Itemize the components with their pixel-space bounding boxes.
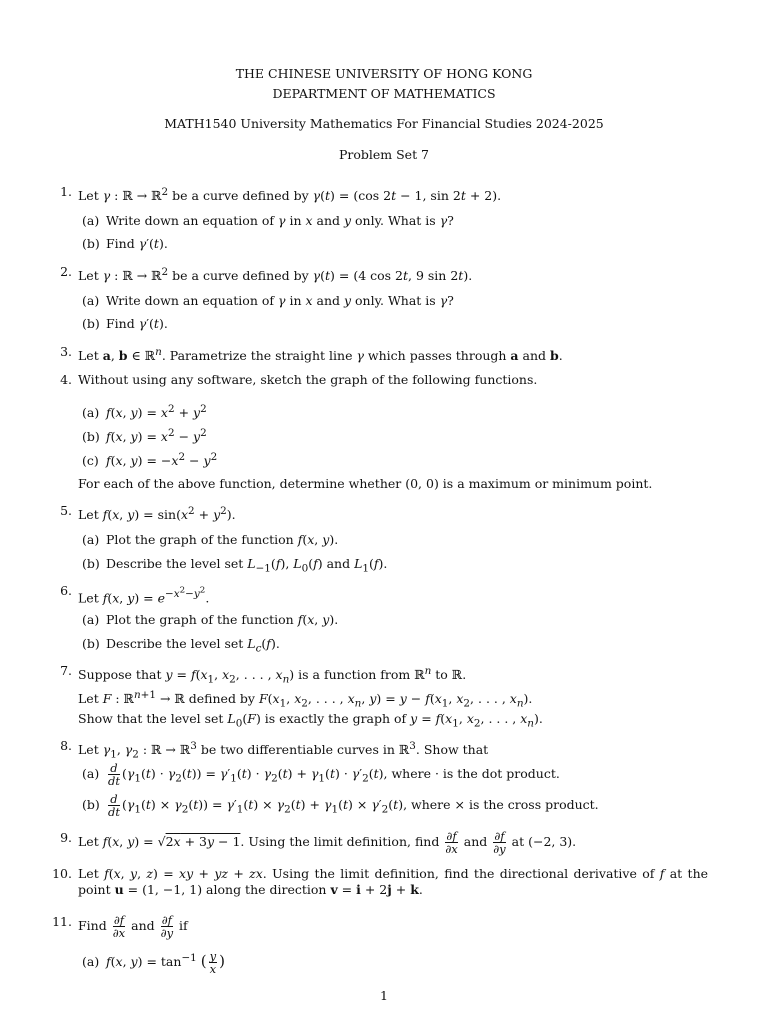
problem-text: Let $\gamma_1$, $\gamma_2$ : ℝ → ℝ$^3$ be two differentiable curves in ℝ$^3$. Show that [78,740,489,761]
problem-text: Suppose that $y = f(x_1$, $x_2$, . . . , $x_n$) is a function from ℝ$^n$ to ℝ. [78,665,467,686]
problem-1a: (a) Write down an equation of γ in x and y only. What is γ? [82,213,454,228]
problem-8b: (b) $\frac{d}{dt}$ $(\gamma_1(t) \times \gamma_2(t)) = \gamma'_1(t) \times \gamma_2(t) + \gamma_1(t) \times \gamma'_2(t)$, where × is the cross product. [82,792,599,819]
department-name: DEPARTMENT OF MATHEMATICS [272,86,496,101]
problem-2a: (a) Write down an equation of γ in x and y only. What is γ? [82,293,454,308]
problem-number: 3. [60,344,72,359]
problem-number: 6. [60,583,72,598]
problem-text: Let γ : ℝ → ℝ$^2$ be a curve defined by γ(t) = (cos 2t − 1, sin 2t + 2). [78,186,502,204]
problem-4c: (c) f(x, $y) = -x^2 - y^2$ [82,451,218,469]
problem-4a: (a) f(x, $y) = x^2 + y^2$ [82,403,207,421]
problem-11a: (a) f(x, $y) = \tan^{-1}$ ( $\frac{y}{x}$ ) [82,949,225,977]
problem-4b: (b) f(x, $y) = x^2 - y^2$ [82,427,207,445]
problem-text: Let f(x, $y) = \sin(x^2 + y^2)$. [78,505,236,523]
problem-number: 4. [60,372,72,387]
problem-number: 11. [52,914,72,929]
problem-text: Find $\frac{\partial f}{\partial x}$ and $\frac{\partial f}{\partial y}$ if [78,913,188,940]
page-number: 1 [380,988,388,1003]
problem-5b: (b) Describe the level set $L_{-1}(f)$, $L_0(f)$ and $L_1(f)$. [82,556,388,575]
problem-text: Without using any software, sketch the graph of the following functions. [78,372,538,387]
problem-text: Let a, b ∈ ℝ$^n$. Parametrize the straight line γ which passes through a and b. [78,346,563,364]
problem-set-page: THE CHINESE UNIVERSITY OF HONG KONG DEPARTMENT OF MATHEMATICS MATH1540 University Mathematics For Financial Studies 2024-2025 Problem Set 7 1. Let γ : ℝ → ℝ$^2$ be a curve defined by γ(t) = (cos 2t − 1, sin 2t + 2). (a) Write down an equation of γ in x and y only. What is γ? (b) Find γ′(t). 2. Let γ : ℝ → ℝ$^2$ be a curve defined by γ(t) = (4 cos 2t, 9 sin 2t). (a) Write down an equation of γ in x and y only. What is γ? (b) Find γ′(t). 3. Let a, b ∈ ℝ$^n$. Parametrize the straight line γ which passes through a and b. 4. Without using any software, sketch the graph of the following functions. (a) f(x, $y) = x^2 + y^2$ (b) f(x, $y) = x^2 - y^2$ (c) f(x, $y) = -x^2 - y^2$ For each of the above function, determine whether (0, 0) is a maximum or minimum point. 5. Let f(x, $y) = \sin(x^2 + y^2)$. (a) Plot the graph of the function f(x, y). (b) Describe the level set $L_{-1}(f)$, $L_0(f)$ and $L_1(f)$. 6. Let f(x, $y) = e^{-x^2-y^2}$. (a) Plot the graph of the function f(x, y). (b) Describe the level set $L_c(f)$. 7. Suppose that $y = f(x_1$, $x_2$, . . . , $x_n$) is a function from ℝ$^n$ to ℝ. Let F : ℝ$^{n+1}$ → ℝ defined by $F(x_1$, $x_2$, . . . , $x_n$, $y) = y - f(x_1$, $x_2$, . . . , $x_n$). Show that the level set $L_0(F)$ is exactly the graph of $y = f(x_1$, $x_2$, . . . , $x_n$). 8. Let $\gamma_1$, $\gamma_2$ : ℝ → ℝ$^3$ be two differentiable curves in ℝ$^3$. Show that (a) $\frac{d}{dt}$ $(\gamma_1(t) \cdot \gamma_2(t)) = \gamma'_1(t) \cdot \gamma_2(t) + \gamma_1(t) \cdot \gamma'_2(t)$, where · is the dot product. (b) $\frac{d}{dt}$ $(\gamma_1(t) \times \gamma_2(t)) = \gamma'_1(t) \times \gamma_2(t) + \gamma_1(t) \times \gamma'_2(t)$, where × is the cross product. 9. Let f(x, y) = √2x + 3y − 1. Using the limit definition, find $\frac{\partial f}{\partial x}$ and $\frac{\partial f}{\partial y}$ at (−2, 3). 10. Let f(x, y, z) = xy + yz + zx. Using the limit definition, find the directional derivative of f at the point u = (1, −1, 1) along the direction v = i + 2j + k. 11. Find $\frac{\partial f}{\partial x}$ and $\frac{\partial f}{\partial y}$ if (a) f(x, $y) = \tan^{-1}$ ( $\frac{y}{x}$ ) 1 [0,0,768,1024]
problem-number: 1. [60,184,72,199]
course-title: MATH1540 University Mathematics For Financial Studies 2024-2025 [164,116,604,131]
problem-2b: (b) Find γ′(t). [82,316,168,331]
university-name: THE CHINESE UNIVERSITY OF HONG KONG [235,66,533,81]
problem-text: Let f(x, y, z) = xy + yz + zx. Using the limit definition, find the directional derivative of f at the point u = (1, −1, 1) along the direction v = i + 2j + k. [78,866,709,897]
problem-number: 8. [60,738,72,753]
problem-text: Let f(x, y) = √2x + 3y − 1. Using the limit definition, find $\frac{\partial f}{\partial x}$ and $\frac{\partial f}{\partial y}$ at (−2, 3). [78,829,577,856]
problem-number: 5. [60,503,72,518]
problem-number: 10. [52,866,72,881]
problem-number: 2. [60,264,72,279]
problem-text: Let f(x, $y) = e^{-x^2-y^2}$. [78,586,210,606]
problem-6b: (b) Describe the level set $L_c(f)$. [82,636,280,655]
page-title: Problem Set 7 [338,147,430,162]
problem-5a: (a) Plot the graph of the function f(x, y). [82,532,339,547]
problem-8a: (a) $\frac{d}{dt}$ $(\gamma_1(t) \cdot \gamma_2(t)) = \gamma'_1(t) \cdot \gamma_2(t) + \gamma_1(t) \cdot \gamma'_2(t)$, where · is the dot product. [82,761,560,788]
problem-6a: (a) Plot the graph of the function f(x, y). [82,612,339,627]
problem-number: 7. [60,663,72,678]
problem-number: 9. [60,830,72,845]
problem-1b: (b) Find γ′(t). [82,236,168,251]
problem-text: Let γ : ℝ → ℝ$^2$ be a curve defined by γ(t) = (4 cos 2t, 9 sin 2t). [78,266,473,284]
